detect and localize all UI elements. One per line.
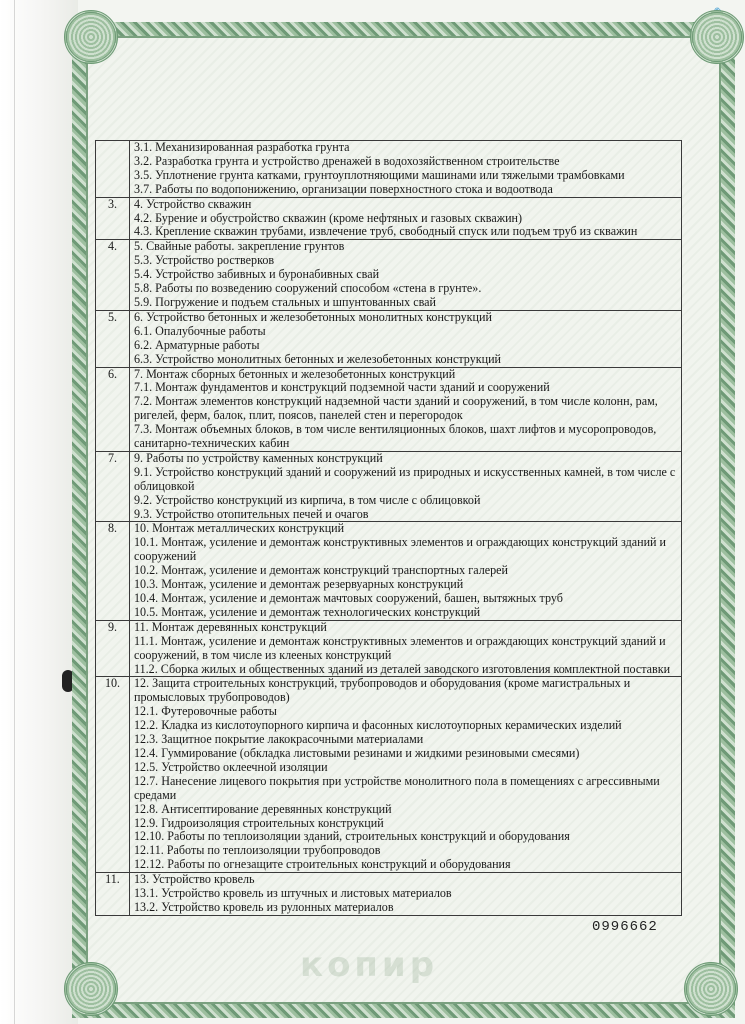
work-types-cell (130, 367, 682, 451)
work-types-table (95, 140, 682, 916)
work-type-item: 5.4. Устройство забивных и буронабивных свай (134, 267, 380, 282)
row-number: 10. (96, 677, 130, 873)
table-row (96, 620, 682, 677)
work-type-item: 4.2. Бурение и обустройство скважин (кроме нефтяных и газовых скважин) (134, 210, 523, 225)
row-number: 4. (96, 240, 130, 311)
work-type-item: 7.1. Монтаж фундаментов и конструкций подземной части зданий и сооружений (134, 380, 550, 395)
work-type-item: 12.8. Антисептирование деревянных конструкций (134, 801, 392, 816)
corner-rosette-bottom-right (684, 962, 738, 1016)
work-type-item: 10.2. Монтаж, усиление и демонтаж конструкций транспортных галерей (134, 563, 508, 578)
work-type-item: 9.2. Устройство конструкций из кирпича, в том числе с облицовкой (134, 492, 481, 507)
work-type-item: 3.2. Разработка грунта и устройство дренажей в водохозяйственном строительстве (134, 153, 560, 168)
table-row (96, 141, 682, 198)
work-type-item: 12.4. Гуммирование (обкладка листовыми резинами и жидкими резиновыми смесями) (134, 745, 580, 760)
work-type-item: 11. Монтаж деревянных конструкций (134, 619, 327, 634)
work-type-item: 12.7. Нанесение лицевого покрытия при устройстве монолитного пола в помещениях с агрессивными средами (134, 773, 660, 802)
work-type-item: 5.9. Погружение и подъем стальных и шпунтованных свай (134, 294, 436, 309)
work-type-item: 4.3. Крепление скважин трубами, извлечение труб, свободный спуск или подъем труб из скважин (134, 224, 638, 239)
work-type-item: 5.8. Работы по возведению сооружений способом «стена в грунте». (134, 281, 482, 296)
work-types-cell (130, 677, 682, 873)
row-number: 7. (96, 451, 130, 522)
table-row (96, 522, 682, 620)
work-type-item: 5.3. Устройство ростверков (134, 253, 275, 268)
work-type-item: 3.5. Уплотнение грунта катками, грунтоуплотняющими машинами или тяжелыми трамбовками (134, 167, 625, 182)
corner-rosette-top-left (64, 10, 118, 64)
work-type-item: 7. Монтаж сборных бетонных и железобетонных конструкций (134, 366, 456, 381)
work-types-cell (130, 620, 682, 677)
work-types-cell (130, 310, 682, 367)
work-types-cell (130, 240, 682, 311)
work-type-item: 12.10. Работы по теплоизоляции зданий, строительных конструкций и оборудования (134, 829, 570, 844)
work-type-item: 11.1. Монтаж, усиление и демонтаж конструктивных элементов и ограждающих конструкций зданий и сооружений, в том числе из клееных конструкций (134, 633, 666, 662)
work-type-item: 9.3. Устройство отопительных печей и очагов (134, 506, 369, 521)
work-type-item: 10.5. Монтаж, усиление и демонтаж технологических конструкций (134, 604, 481, 619)
work-type-item: 12.12. Работы по огнезащите строительных конструкций и оборудования (134, 857, 511, 872)
fold-line (14, 0, 15, 1024)
row-number: 8. (96, 522, 130, 620)
work-type-item: 11.2. Сборка жилых и общественных зданий из деталей заводского изготовления комплектной поставки (134, 661, 671, 676)
work-types-cell (130, 522, 682, 620)
work-type-item: 10.1. Монтаж, усиление и демонтаж конструктивных элементов и ограждающих конструкций зданий и сооружений (134, 535, 667, 564)
work-type-item: 9. Работы по устройству каменных конструкций (134, 450, 383, 465)
work-type-item: 4. Устройство скважин (134, 196, 252, 211)
work-type-item: 13.2. Устройство кровель из рулонных материалов (134, 899, 394, 914)
row-number: 6. (96, 367, 130, 451)
table-body (96, 141, 682, 916)
work-type-item: 10.4. Монтаж, усиление и демонтаж мачтовых сооружений, башен, вытяжных труб (134, 591, 563, 605)
work-type-item: 12.3. Защитное покрытие лакокрасочными материалами (134, 732, 424, 747)
serial-number: 0996662 (592, 919, 658, 935)
work-type-item: 6.2. Арматурные работы (134, 337, 260, 352)
work-type-item: 7.3. Монтаж объемных блоков, в том числе вентиляционных блоков, шахт лифтов и мусоропроводов, санитарно-технических кабин (134, 422, 657, 451)
work-type-item: 3.7. Работы по водопонижению, организации поверхностного стока и водоотвода (134, 181, 553, 196)
table-row (96, 310, 682, 367)
corner-rosette-bottom-left (64, 962, 118, 1016)
work-type-item: 10. Монтаж металлических конструкций (134, 521, 345, 536)
left-margin (0, 0, 78, 1024)
work-type-item: 12. Защита строительных конструкций, трубопроводов и оборудования (кроме магистральных и промысловых трубопроводов) (134, 676, 631, 705)
table-row (96, 677, 682, 873)
work-types-cell (130, 141, 682, 198)
work-types-cell (130, 451, 682, 522)
row-number (96, 141, 130, 198)
work-type-item: 13.1. Устройство кровель из штучных и листовых материалов (134, 886, 452, 901)
work-type-item: 12.5. Устройство оклеечной изоляции (134, 759, 328, 774)
row-number: 11. (96, 873, 130, 916)
work-type-item: 10.3. Монтаж, усиление и демонтаж резервуарных конструкций (134, 577, 464, 592)
work-types-cell (130, 197, 682, 240)
work-type-item: 12.1. Футеровочные работы (134, 704, 277, 719)
table-row (96, 367, 682, 451)
work-type-item: 12.2. Кладка из кислотоупорного кирпича и фасонных кислотоупорных керамических изделий (134, 718, 622, 733)
row-number: 9. (96, 620, 130, 677)
work-type-item: 6.3. Устройство монолитных бетонных и железобетонных конструкций (134, 351, 502, 366)
row-number: 5. (96, 310, 130, 367)
work-type-item: 12.11. Работы по теплоизоляции трубопроводов (134, 843, 381, 858)
table-row (96, 873, 682, 916)
work-type-item: 9.1. Устройство конструкций зданий и сооружений из природных и искусственных камней, в том числе с облицовкой (134, 464, 676, 493)
work-type-item: 7.2. Монтаж элементов конструкций надземной части зданий и сооружений, в том числе колонн, рам, ригелей, ферм, балок, плит, поясов, панелей стен и перегородок (134, 394, 658, 423)
work-type-item: 12.9. Гидроизоляция строительных конструкций (134, 815, 384, 830)
row-number: 3. (96, 197, 130, 240)
table-row (96, 451, 682, 522)
work-type-item: 6.1. Опалубочные работы (134, 323, 266, 338)
work-type-item: 13. Устройство кровель (134, 872, 255, 887)
work-types-cell (130, 873, 682, 916)
table-row (96, 240, 682, 311)
watermark: копир (300, 945, 439, 985)
work-type-item: 5. Свайные работы. закрепление грунтов (134, 239, 345, 254)
work-type-item: 6. Устройство бетонных и железобетонных монолитных конструкций (134, 309, 492, 324)
table-row (96, 197, 682, 240)
work-type-item: 3.1. Механизированная разработка грунта (134, 140, 350, 154)
corner-rosette-top-right (690, 10, 744, 64)
